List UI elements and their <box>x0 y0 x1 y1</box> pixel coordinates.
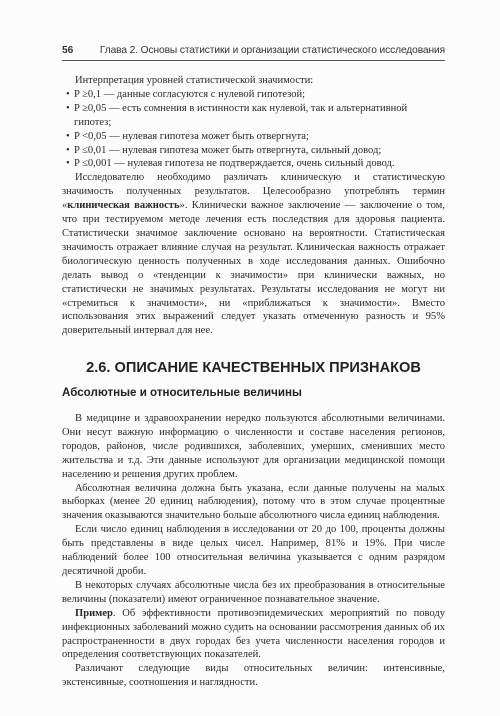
bullet-icon: • <box>66 102 70 114</box>
running-header <box>62 44 445 61</box>
paragraph: Если число единиц наблюдения в исследовании от 20 до 100, проценты должны быть представлены в виде целых чисел. Например, 81% и 19%. При числе наблюдений более 100 относительная величина указывается с одним разрядом десятичной дроби. <box>62 524 445 577</box>
subsection-heading: Абсолютные и относительные величины <box>62 386 302 400</box>
interpretation-intro: Интерпретация уровней статистической значимости: <box>75 75 314 86</box>
bullet-icon: • <box>66 144 70 156</box>
list-item: • P ≥0,1 — данные согласуются с нулевой гипотезой; <box>66 88 306 100</box>
bullet-icon: • <box>66 158 70 170</box>
paragraph: Абсолютная величина должна быть указана, если данные получены на малых выборках (менее 20 единиц наблюдения), потому что в этом случае процентные значения оказываются значительно больше абсолютного числа единиц наблюдения. <box>62 482 445 522</box>
paragraph: Различают следующие виды относительных величин: интенсивные, экстенсивные, соотношения и наглядности. <box>62 663 445 689</box>
list-item: • P ≥0,05 — есть сомнения в истинности как нулевой, так и альтернативной <box>66 102 408 114</box>
list-item-continuation: гипотез; <box>74 116 112 128</box>
bullet-icon: • <box>66 130 70 142</box>
significance-list <box>62 88 445 171</box>
bold-term: клиническая важность <box>67 200 180 212</box>
list-item: • P ≤0,001 — нулевая гипотеза не подтверждается, очень сильный довод. <box>66 158 395 170</box>
bold-term: Пример <box>75 607 113 619</box>
paragraph: В некоторых случаях абсолютные числа без их преобразования в относительные величины (показатели) имеют ограниченное познавательное значение. <box>62 579 445 605</box>
paragraph-clinical-importance: Исследователю необходимо различать клиническую и статистическую значимость полученных результатов. Целесообразно употреблять термин «клиническая важность». Клинически важное заключение — заключение о том, что при тестируемом методе лечения есть последствия для здоровья пациента. Статистически значимое заключение основано на вероятности. Статистическая значимость отражает влияние случая на результат. Клиническая важность отражает биологическую ценность полученных в ходе исследования данных. Ошибочно делать вывод о «тенденции к значимости» при клинически важных, но статистически не значимых результатах. Результаты исследования не могут ни «стремиться к значимости», ни «приближаться к значимости». Вместо использования этих выражений следует указать отмеченную разность и 95% доверительный интервал для нее. <box>62 172 445 337</box>
paragraph-example: Пример. Об эффективности противоэпидемических мероприятий по поводу инфекционных заболеваний можно судить на основании рассмотрения данных об их распространенности в двух городах без учета численности населения городов и определения соответствующих показателей. <box>62 607 445 661</box>
page-number: 56 <box>62 45 74 56</box>
page-body <box>62 74 445 690</box>
list-item: • P ≤0,01 — нулевая гипотеза может быть отвергнута, сильный довод; <box>66 144 382 156</box>
list-item: • P <0,05 — нулевая гипотеза может быть отвергнута; <box>66 130 309 142</box>
section-heading: 2.6. ОПИСАНИЕ КАЧЕСТВЕННЫХ ПРИЗНАКОВ <box>86 360 421 377</box>
bullet-icon: • <box>66 88 70 100</box>
chapter-title: Глава 2. Основы статистики и организации статистического исследования <box>99 45 445 56</box>
paragraph: В медицине и здравоохранении нередко пользуются абсолютными величинами. Они несут важную информацию о численности и составе населения регионов, городов, районов, числе родившихся, заболевших, умерших, сменивших место жительства и т.д. Эти данные используют для организации медицинской помощи населению и решения других проблем. <box>62 413 445 480</box>
